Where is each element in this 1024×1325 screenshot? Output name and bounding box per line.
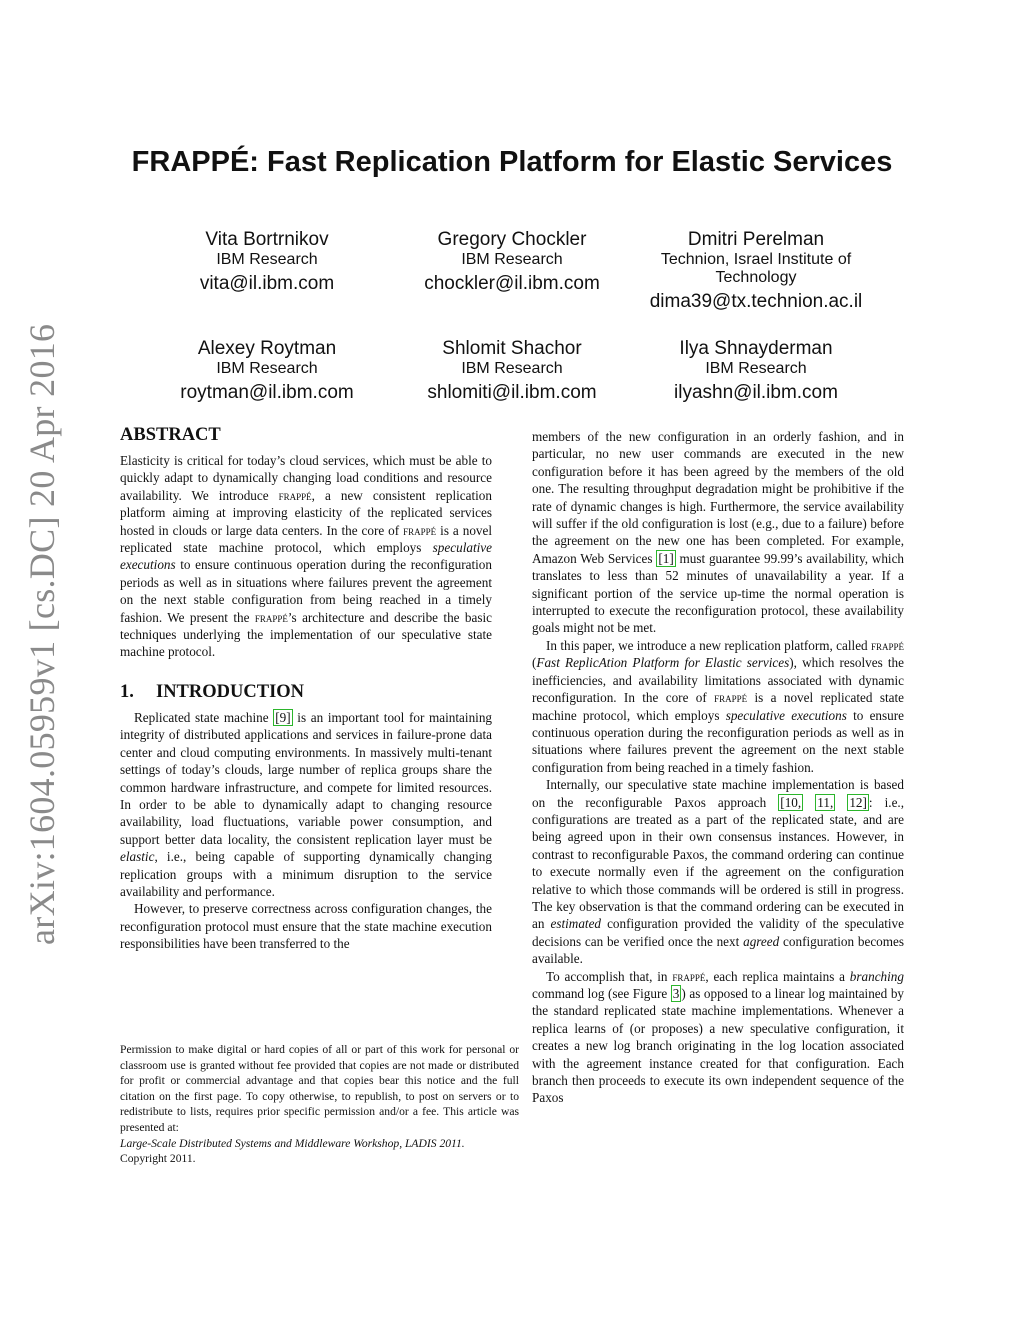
abstract-paragraph: Elasticity is critical for today’s cloud services, which must be able to quickly adapt to dynamically changing load conditions and resource availability. We introduce frappé, a new consistent replication platform aiming at improving elasticity of the replicated services hosted in clouds or large data centers. In the core of frappé is a novel replicated state machine protocol, which employs speculative executions to ensure continuous operation during the reconfiguration periods as well as in situations where failures prevent the agreement on the next stable configuration from being reached in a timely fashion. We present the frappé’s architecture and describe the basic techniques underlying the implementation of our speculative state machine protocol. [120, 453, 493, 660]
author-email: roytman@il.ibm.com [180, 382, 354, 403]
author-block [640, 229, 872, 313]
author-affiliation: IBM Research [461, 251, 563, 268]
paper-title: FRAPPÉ: Fast Replication Platform for Elastic Services [131, 146, 893, 178]
system-name: frappé [403, 522, 437, 538]
system-name: frappé [278, 487, 312, 503]
figure-link[interactable]: 3 [672, 986, 680, 1001]
author-block [162, 338, 372, 404]
system-name: frappé [254, 609, 288, 625]
introduction-heading [120, 681, 492, 703]
author-name: Vita Bortrnikov [205, 229, 329, 250]
body-paragraph: Replicated state machine [9] is an important tool for maintaining integrity of distributed applications and services in failure-prone data center and cloud computing environments. In massively multi-tenant settings of today’s clouds, large number of replica groups share the common hardware infrastructure, and compete for limited resources. In order to be able to dynamically adapt to changing resource availability, load fluctuations, variable power consumption, and support better data locality, the consistent replication layer must be elastic, i.e., being capable of supporting dynamically changing replication groups with a minimum disruption to the service availability and performance. [120, 709, 493, 899]
system-name: frappé [714, 690, 748, 706]
body-paragraph-continued: members of the new configuration in an orderly fashion, and in particular, no new user commands are executed in the new configuration before it has been agreed by the members of the old one. The resulting throughput degradation might be prohibitive if the rate of dynamic changes is high. Furthermore, the service availability will suffer if the old configuration is lost (e.g., due to a failure) before the agreement on the new one has been completed. For example, Amazon Web Services [1] must guarantee 99.99’s availability, which translates to less than 52 minutes of unavailability a year. If a significant portion of the service up-time the normal operation is interrupted to execute the reconfiguration protocol, these availability goals might not be met. [532, 429, 905, 636]
body-paragraph: Internally, our speculative state machine implementation is based on the reconfigurable Paxos approach [10, 11, 12] : i.e., configurations are treated as a part of the replicated state, and are being agreed upon in their own consensus instances. However, in contrast to reconfigurable Paxos, the command ordering can continue to execute normally even if the agreement on the configuration relative to which those commands will be ordered is still in progress. The key observation is that the command ordering can be executed in an estimated configuration provided the validity of the speculative decisions can be verified once the next agreed configuration becomes available. [532, 777, 905, 967]
citation-link[interactable]: 11, [817, 794, 834, 810]
citation-link[interactable]: [10, [780, 794, 802, 810]
author-block [402, 229, 622, 295]
author-affiliation: IBM Research [705, 360, 807, 377]
author-email: dima39@tx.technion.ac.il [649, 291, 863, 312]
author-block [650, 338, 862, 404]
system-name: frappé [672, 968, 706, 984]
citation-context: members of the new configuration in an orderly fashion, and in particular, no new user commands are executed in the new configuration before it has been agreed by the members of the old one. The resulting throughput degradation might be prohibitive if the rate of dynamic changes is high. Furthermore, the service availability will suffer if the old configuration is lost (e.g., due to a failure) before the agreement on the new one has been completed. For example, Amazon Web Services [532, 429, 904, 566]
left-column [120, 424, 492, 953]
author-email: vita@il.ibm.com [199, 273, 335, 294]
author-name: Ilya Shnayderman [679, 338, 833, 359]
system-name: frappé [870, 637, 905, 653]
author-block [402, 338, 622, 404]
citation-link[interactable]: 12] [849, 794, 867, 810]
author-affiliation: Technion, Israel Institute of Technology [660, 251, 852, 286]
author-email: ilyashn@il.ibm.com [674, 382, 838, 403]
author-affiliation: IBM Research [216, 360, 318, 377]
right-column [532, 428, 904, 1107]
author-block [172, 229, 362, 295]
author-name: Gregory Chockler [437, 229, 587, 250]
author-name: Shlomit Shachor [442, 338, 582, 359]
body-paragraph: To accomplish that, in frappé, each replica maintains a branching command log (see Figure 3 ) as opposed to a linear log maintained by the standard replicated state machine implementations. Whenever a replica learns of (or proposes) a new speculative configuration, it creates a new log branch originating in the log location associated with the agreement instance created for that configuration. Each branch then proceeds to execute its own independent sequence of the Paxos [532, 968, 905, 1106]
author-affiliation: IBM Research [216, 251, 318, 268]
citation-link[interactable]: [9] [275, 709, 291, 725]
section-number: 1. [120, 681, 134, 702]
body-paragraph: However, to preserve correctness across configuration changes, the reconfiguration protocol must ensure that the state machine execution responsibilities have been transferred to the [120, 901, 492, 952]
citation-link[interactable]: [1] [658, 550, 674, 566]
copyright-note: Permission to make digital or hard copies of all or part of this work for personal or classroom use is granted without fee provided that copies are not made or distributed for profit or commercial advantage and that copies bear this notice and the full citation on the first page. To copy otherwise, to republish, to post on servers or to redistribute to lists, requires prior specific permission and/or a fee. This article was presented at: Large-Scale Distributed Systems and Middleware Workshop, LADIS 2011. Copyright 2011. [120, 1043, 519, 1166]
author-email: shlomiti@il.ibm.com [427, 382, 597, 403]
author-name: Alexey Roytman [197, 338, 337, 359]
section-title: INTRODUCTION [156, 681, 305, 702]
abstract-heading: ABSTRACT [120, 425, 221, 445]
author-name: Dmitri Perelman [687, 229, 825, 250]
author-email: chockler@il.ibm.com [424, 273, 600, 294]
body-paragraph: In this paper, we introduce a new replication platform, called frappé (Fast ReplicAtion Platform for Elastic services), which resolves the inefficiencies, and availability limitations associated with dynamic reconfiguration. In the core of frappé is a novel replicated state machine protocol, which employs speculative executions to ensure continuous operation during the reconfiguration periods as well as in situations where failures prevent the agreement on the next stable configuration from being reached in a timely fashion. [532, 637, 905, 775]
arxiv-stamp: arXiv:1604.05959v1 [cs.DC] 20 Apr 2016 [22, 323, 62, 945]
author-affiliation: IBM Research [461, 360, 563, 377]
